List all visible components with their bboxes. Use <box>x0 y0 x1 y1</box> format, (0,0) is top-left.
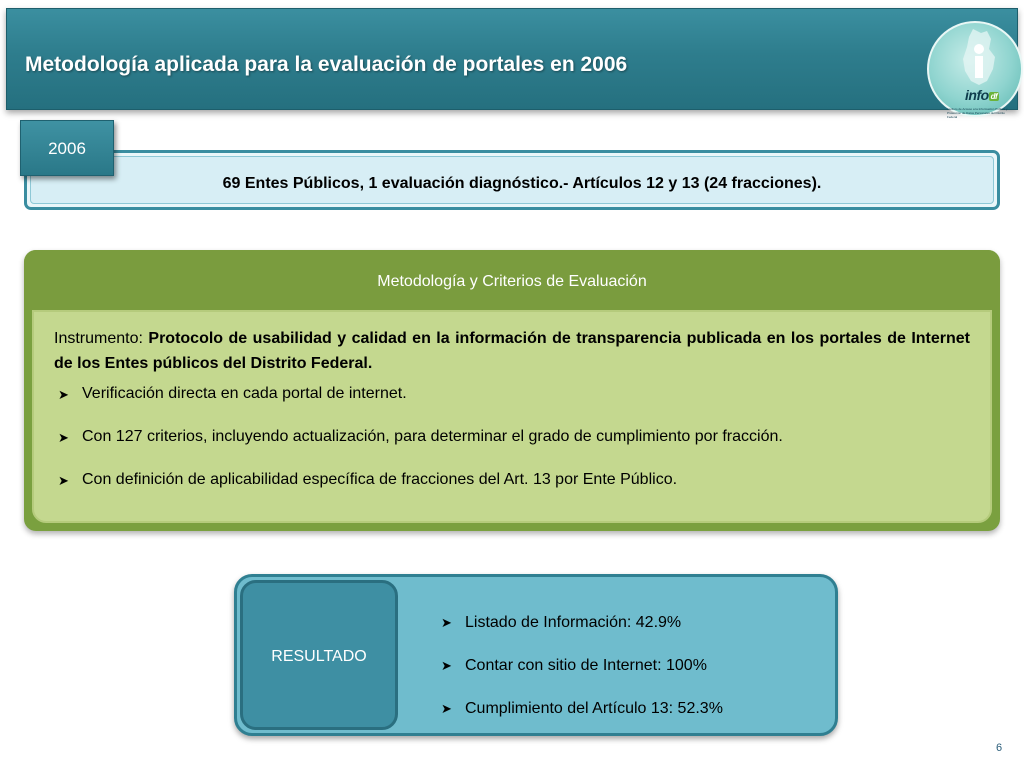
instrument-name: Protocolo de usabilidad y calidad en la información de transparencia publicada en los portales de Internet de los Entes públicos del Distrito Federal. <box>54 330 970 372</box>
result-label: RESULTADO <box>240 580 398 730</box>
arrow-bullet-icon: ➤ <box>58 430 69 445</box>
result-list <box>437 601 723 730</box>
result-item-text: Contar con sitio de Internet: 100% <box>465 656 707 674</box>
year-summary-text: 69 Entes Públicos, 1 evaluación diagnóstico.- Artículos 12 y 13 (24 fracciones). <box>30 156 994 204</box>
logo-text: info <box>965 87 989 103</box>
result-item-text: Cumplimiento del Artículo 13: 52.3% <box>465 699 723 717</box>
result-panel <box>234 574 838 736</box>
criteria-heading: Metodología y Criterios de Evaluación <box>24 250 1000 310</box>
arrow-bullet-icon: ➤ <box>441 701 452 716</box>
list-item <box>437 601 723 644</box>
map-silhouette-icon <box>929 23 1024 119</box>
title-banner <box>6 8 1018 119</box>
list-item <box>54 427 970 470</box>
arrow-bullet-icon: ➤ <box>441 615 452 630</box>
instrument-label: Instrumento: <box>54 330 149 347</box>
list-item <box>437 644 723 687</box>
list-item-text: Con 127 criterios, incluyendo actualización, para determinar el grado de cumplimiento por fracción. <box>82 428 783 445</box>
list-item <box>54 384 970 427</box>
arrow-bullet-icon: ➤ <box>58 473 69 488</box>
instrument-paragraph <box>54 326 970 376</box>
year-tab: 2006 <box>20 120 114 176</box>
year-summary-box <box>24 150 1000 210</box>
list-item-text: Con definición de aplicabilidad específica de fracciones del Art. 13 por Ente Público. <box>82 471 678 488</box>
criteria-body <box>32 310 992 523</box>
list-item <box>54 470 970 513</box>
logo-suffix: df <box>990 91 998 101</box>
arrow-bullet-icon: ➤ <box>441 658 452 673</box>
arrow-bullet-icon: ➤ <box>58 387 69 402</box>
list-item <box>437 687 723 730</box>
logo-wordmark <box>965 87 999 103</box>
slide-title: Metodología aplicada para la evaluación de portales en 2006 <box>25 53 628 76</box>
result-item-text: Listado de Información: 42.9% <box>465 613 682 631</box>
logo-subtitle: Instituto de Acceso a la Información Pública y Protección de Datos Personales del Distrito Federal <box>947 107 1008 119</box>
list-item-text: Verificación directa en cada portal de internet. <box>82 385 407 402</box>
page-number: 6 <box>996 742 1003 754</box>
criteria-panel <box>24 250 1000 531</box>
infodf-logo <box>927 21 1023 117</box>
